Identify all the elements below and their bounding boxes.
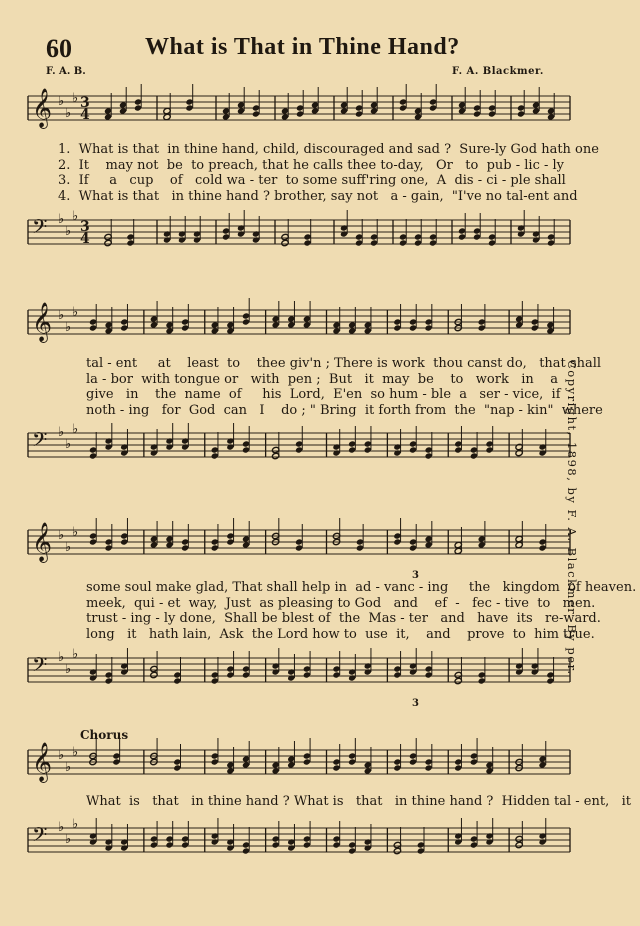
flat-sign-icon: ♭ [65, 540, 72, 555]
chord [112, 738, 120, 766]
chord [393, 304, 401, 332]
chord [348, 426, 356, 454]
chord [393, 518, 401, 546]
chord [272, 518, 280, 546]
treble-clef-icon: 𝄞 [32, 522, 53, 562]
chord [470, 821, 478, 849]
chord [242, 651, 250, 679]
flat-sign-icon: ♭ [58, 748, 65, 763]
chord [126, 219, 134, 247]
chord [458, 87, 466, 115]
triplet-mark: 3 [412, 698, 419, 709]
chord [517, 90, 525, 118]
chord [340, 210, 348, 238]
chord [105, 657, 113, 685]
verse-1-line-3: some soul make glad, That shall help in ad - vanc - ing the kingdom of heaven. [86, 580, 637, 595]
chord [150, 738, 158, 766]
chord [150, 821, 158, 849]
author-credit: F. A. B. [46, 66, 86, 77]
chord [473, 213, 481, 241]
bass-clef-icon: 𝄢 [32, 215, 48, 243]
chord [211, 432, 219, 460]
chord [165, 307, 173, 335]
chord [89, 518, 97, 546]
flat-sign-icon: ♭ [65, 224, 72, 239]
chord [409, 524, 417, 552]
flat-sign-icon: ♭ [58, 94, 65, 109]
chord [226, 747, 234, 775]
chord [515, 301, 523, 329]
chord [425, 744, 433, 772]
chord [295, 524, 303, 552]
chord [478, 521, 486, 549]
chord [515, 648, 523, 676]
chord [296, 90, 304, 118]
chord [546, 307, 554, 335]
verse-4-line-3: long it hath lain, Ask the Lord how to use it, and prove to him true. [86, 626, 595, 642]
chord [425, 651, 433, 679]
chord [425, 304, 433, 332]
chord [414, 219, 422, 247]
chorus-bass-staff [0, 818, 640, 878]
chord [222, 213, 230, 241]
chord [515, 521, 523, 549]
chord [473, 90, 481, 118]
chord [470, 432, 478, 460]
chord [185, 84, 193, 112]
chord [409, 738, 417, 766]
chord [226, 518, 234, 546]
chord [454, 304, 462, 332]
verse-3-line-3: trust - ing - ly done, Shall be blest of the Mas - ter and have its re-ward. [86, 611, 601, 626]
chord [211, 657, 219, 685]
chord [485, 818, 493, 846]
chord [332, 744, 340, 772]
chord [332, 518, 340, 546]
flat-sign-icon: ♭ [72, 817, 79, 832]
time-signature-top: 3 [80, 95, 90, 111]
chord [532, 87, 540, 115]
chord [538, 818, 546, 846]
treble-clef-icon: 𝄞 [32, 88, 53, 128]
flat-sign-icon: ♭ [65, 320, 72, 335]
system-1-treble-staff [0, 86, 640, 146]
flat-sign-icon: ♭ [58, 308, 65, 323]
chord [287, 741, 295, 769]
flat-sign-icon: ♭ [65, 760, 72, 775]
verse-1-line-2: tal - ent at least to thee giv'n ; There is work thou canst do, that shall [86, 356, 602, 371]
flat-sign-icon: ♭ [58, 820, 65, 835]
flat-sign-icon: ♭ [72, 91, 79, 106]
chord [272, 432, 280, 460]
chord [425, 432, 433, 460]
chord [272, 648, 280, 676]
chord [485, 426, 493, 454]
chord [531, 648, 539, 676]
chord [237, 210, 245, 238]
chord [332, 651, 340, 679]
chord [211, 524, 219, 552]
copyright-notice: Copyright, 1898, by F. A. Blackmer. By per. [565, 360, 579, 676]
chord [120, 304, 128, 332]
chord [173, 744, 181, 772]
bass-clef-icon: 𝄢 [32, 823, 48, 851]
chord [454, 527, 462, 555]
chord [150, 521, 158, 549]
chord [393, 744, 401, 772]
bass-clef-icon: 𝄢 [32, 428, 48, 456]
flat-sign-icon: ♭ [72, 525, 79, 540]
chord [303, 301, 311, 329]
chord [163, 93, 171, 121]
chord [303, 821, 311, 849]
flat-sign-icon: ♭ [58, 212, 65, 227]
chord [414, 93, 422, 121]
chord [311, 87, 319, 115]
chord [515, 821, 523, 849]
flat-sign-icon: ♭ [58, 425, 65, 440]
chord [303, 738, 311, 766]
chord [281, 219, 289, 247]
flat-sign-icon: ♭ [72, 209, 79, 224]
treble-clef-icon: 𝄞 [32, 302, 53, 342]
verse-1-line-1: 1. What is that in thine hand, child, discouraged and sad ? Sure-ly God hath one [58, 142, 599, 157]
chord [348, 307, 356, 335]
chord [105, 423, 113, 451]
chord [454, 818, 462, 846]
chord [458, 213, 466, 241]
chord [348, 827, 356, 855]
flat-sign-icon: ♭ [58, 528, 65, 543]
treble-clef-icon: 𝄞 [32, 742, 53, 782]
chord [355, 219, 363, 247]
chorus-line-1: What is that in thine hand ? What is that in thine hand ? Hidden tal - ent, it [86, 794, 631, 809]
chord [181, 821, 189, 849]
verse-2-line-1: 2. It may not be to preach, that he calls thee to-day, Or to pub - lic - ly [58, 157, 565, 173]
chord [105, 307, 113, 335]
chord [370, 87, 378, 115]
chord [356, 524, 364, 552]
flat-sign-icon: ♭ [65, 832, 72, 847]
chord [454, 426, 462, 454]
chord [104, 93, 112, 121]
chord [222, 93, 230, 121]
chord [515, 744, 523, 772]
chord [429, 84, 437, 112]
chord [364, 648, 372, 676]
flat-sign-icon: ♭ [72, 647, 79, 662]
chord [272, 301, 280, 329]
chord [417, 827, 425, 855]
chord [364, 747, 372, 775]
time-signature-bottom: 4 [80, 231, 90, 247]
system-1-bass-staff [0, 210, 640, 270]
chord [393, 827, 401, 855]
chord [517, 210, 525, 238]
verse-4-line-2: noth - ing for God can I do ; " Bring it forth from the "nap - kin" where [86, 402, 603, 418]
composer-credit: F. A. Blackmer. [452, 66, 544, 77]
chord [272, 821, 280, 849]
time-signature-top: 3 [80, 219, 90, 235]
system-3-bass-staff [0, 648, 640, 708]
chord [546, 657, 554, 685]
chord [281, 93, 289, 121]
chord [485, 747, 493, 775]
chord [120, 648, 128, 676]
chord [226, 307, 234, 335]
chord [295, 426, 303, 454]
chord [478, 304, 486, 332]
flat-sign-icon: ♭ [65, 106, 72, 121]
chord [165, 521, 173, 549]
bass-clef-icon: 𝄢 [32, 653, 48, 681]
chord [409, 304, 417, 332]
chord [538, 524, 546, 552]
chord [105, 524, 113, 552]
flat-sign-icon: ♭ [58, 650, 65, 665]
chord [104, 219, 112, 247]
chord [409, 426, 417, 454]
chord [547, 93, 555, 121]
chord [393, 651, 401, 679]
verse-2-line-2: la - bor with tongue or with pen ; But it may be to work in a [86, 371, 559, 387]
chord [252, 90, 260, 118]
verse-4-line-1: 4. What is that in thine hand ? brother, say not a - gain, "I've no tal-ent and [58, 188, 578, 204]
hymn-title: What is That in Thine Hand? [145, 34, 460, 60]
chord [272, 747, 280, 775]
chord [303, 219, 311, 247]
chord [478, 657, 486, 685]
system-2-treble-staff [0, 300, 640, 360]
verse-2-line-3: meek, qui - et way, Just as pleasing to God and ef - fec - tive to men. [86, 595, 596, 611]
chord [364, 307, 372, 335]
chord [173, 657, 181, 685]
verse-3-line-1: 3. If a cup of cold wa - ter to some suff'ring one, A dis - ci - ple shall [58, 173, 566, 188]
chord [547, 219, 555, 247]
time-signature-bottom: 4 [80, 107, 90, 123]
chord [454, 744, 462, 772]
chord [538, 741, 546, 769]
system-2-bass-staff [0, 423, 640, 483]
chord [165, 821, 173, 849]
chord [340, 87, 348, 115]
chord [89, 738, 97, 766]
chord [242, 298, 250, 326]
chord [89, 818, 97, 846]
system-3-treble-staff [0, 520, 640, 580]
chord [211, 307, 219, 335]
chord [89, 432, 97, 460]
chorus-treble-staff [0, 740, 640, 800]
chord [181, 304, 189, 332]
chord [303, 651, 311, 679]
chord [242, 741, 250, 769]
chord [332, 307, 340, 335]
chord [242, 521, 250, 549]
verse-3-line-2: give in the name of his Lord, E'en so hum - ble a ser - vice, if [86, 387, 561, 402]
chord [429, 219, 437, 247]
chord [425, 521, 433, 549]
chord [134, 84, 142, 112]
chord [488, 90, 496, 118]
chord [470, 738, 478, 766]
chord [181, 524, 189, 552]
hymn-number: 60 [46, 34, 72, 63]
triplet-mark: 3 [412, 570, 419, 581]
flat-sign-icon: ♭ [72, 422, 79, 437]
chorus-label: Chorus [80, 728, 129, 742]
chord [237, 87, 245, 115]
chord [399, 84, 407, 112]
chord [120, 518, 128, 546]
chord [150, 651, 158, 679]
chord [242, 827, 250, 855]
chord [364, 426, 372, 454]
chord [531, 304, 539, 332]
chord [399, 219, 407, 247]
chord [348, 738, 356, 766]
chord [355, 90, 363, 118]
chord [150, 301, 158, 329]
chord [165, 423, 173, 451]
chord [409, 648, 417, 676]
flat-sign-icon: ♭ [65, 437, 72, 452]
chord [119, 87, 127, 115]
chord [211, 818, 219, 846]
chord [242, 426, 250, 454]
chord [181, 423, 189, 451]
flat-sign-icon: ♭ [72, 745, 79, 760]
chord [454, 657, 462, 685]
chord [226, 423, 234, 451]
chord [488, 219, 496, 247]
chord [226, 651, 234, 679]
chord [332, 821, 340, 849]
chord [370, 219, 378, 247]
flat-sign-icon: ♭ [65, 662, 72, 677]
chord [89, 304, 97, 332]
chord [211, 738, 219, 766]
chord [287, 301, 295, 329]
flat-sign-icon: ♭ [72, 305, 79, 320]
